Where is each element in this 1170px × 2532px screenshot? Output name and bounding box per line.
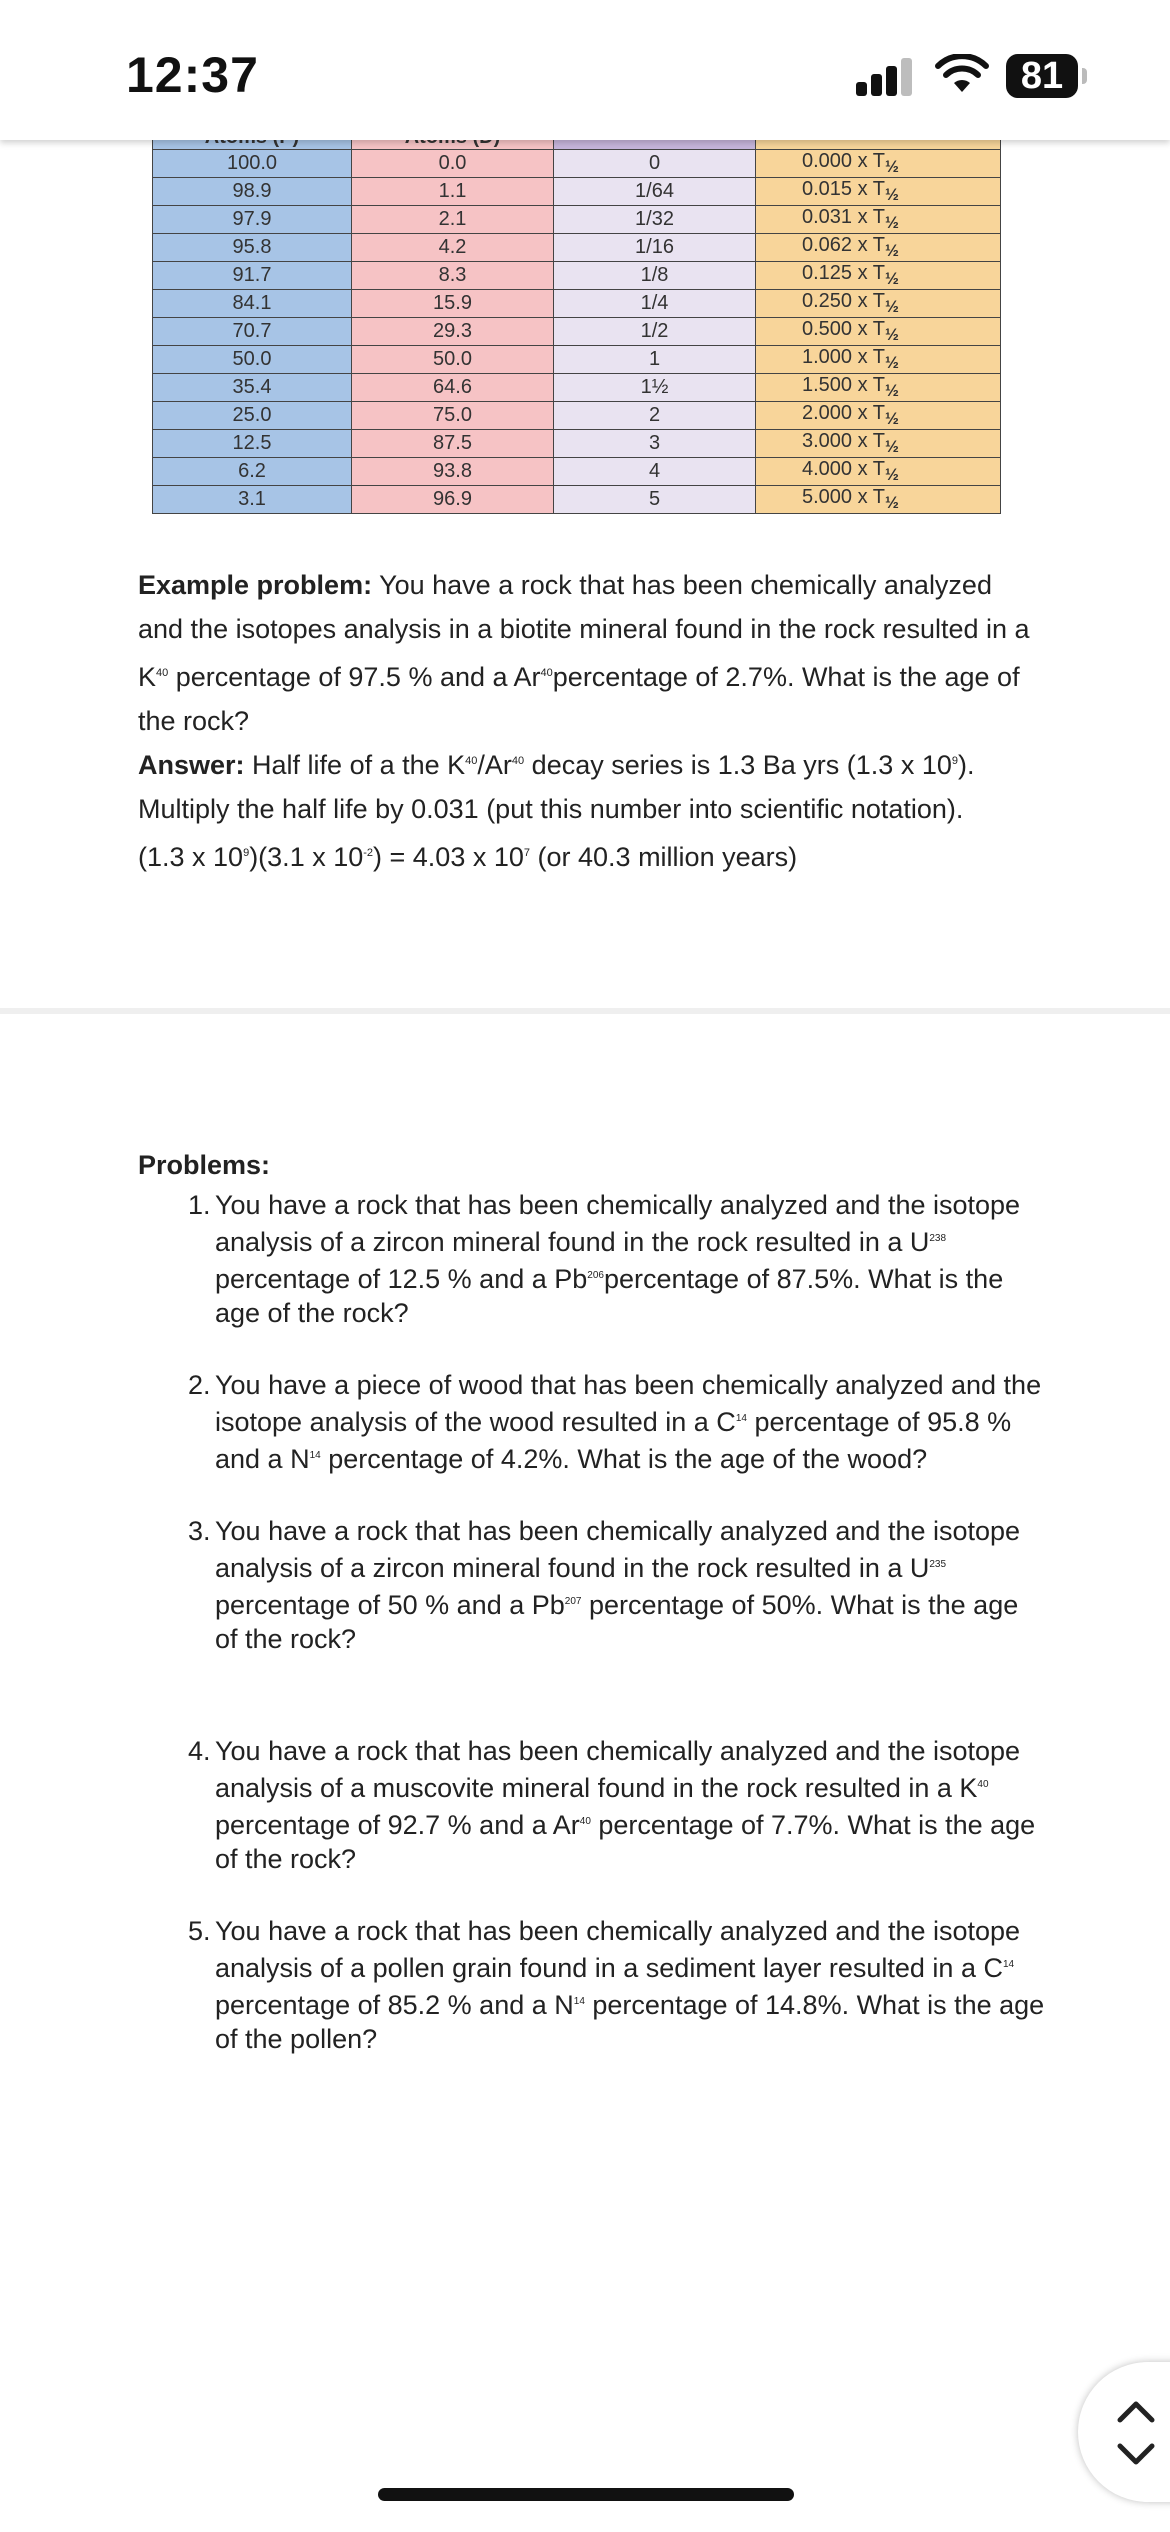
age-value: 1.000 x T [802, 346, 886, 368]
answer-block [138, 739, 1038, 879]
daughter-atoms-cell: 29.3 [352, 318, 554, 346]
example-sup-a: 40 [156, 667, 169, 679]
chevron-down-icon[interactable] [1116, 2442, 1156, 2468]
half-lives-cell: 5 [554, 486, 756, 514]
answer-label: Answer: [138, 750, 245, 780]
answer-text: Half life of a the K [244, 750, 466, 780]
problem-number: 2. [188, 1370, 211, 1400]
problem-item [188, 1368, 1048, 1476]
table-row [153, 318, 1001, 346]
parent-atoms-cell: 97.9 [153, 206, 352, 234]
problem-number: 5. [188, 1916, 211, 1946]
half-lives-cell: 1/32 [554, 206, 756, 234]
table-row [153, 178, 1001, 206]
age-cell [756, 458, 1001, 486]
parent-atoms-cell: 25.0 [153, 402, 352, 430]
problem-text-b: percentage of 50 % and a Pb [215, 1590, 565, 1620]
answer-text: /Ar [477, 750, 512, 780]
parent-atoms-cell: 84.1 [153, 290, 352, 318]
half-lives-cell: 1/4 [554, 290, 756, 318]
table-row [153, 430, 1001, 458]
problem-item [188, 1514, 1048, 1656]
answer-sup: 9 [951, 755, 958, 767]
answer-sup: 40 [465, 755, 478, 767]
half-life-table [152, 118, 1001, 514]
age-value: 0.000 x T [802, 150, 886, 172]
age-cell [756, 150, 1001, 178]
half-lives-cell: 1½ [554, 374, 756, 402]
home-indicator [378, 2488, 794, 2501]
age-value: 0.062 x T [802, 234, 886, 256]
age-value: 0.250 x T [802, 290, 886, 312]
problem-text [215, 1734, 1048, 1876]
daughter-atoms-cell: 87.5 [352, 430, 554, 458]
table-row [153, 262, 1001, 290]
age-cell [756, 486, 1001, 514]
battery-nub-icon [1082, 68, 1087, 84]
example-text-a: You have a rock that has been chemically analyzed and the isotopes analysis in a biotite mineral found in the rock resulted in a K [138, 570, 1030, 692]
problem-text [215, 1514, 1048, 1656]
daughter-atoms-cell: 96.9 [352, 486, 554, 514]
daughter-atoms-cell: 1.1 [352, 178, 554, 206]
age-value: 5.000 x T [802, 486, 886, 508]
problem-text-a: You have a rock that has been chemically analyzed and the isotope analysis of a zircon mineral found in the rock resulted in a U [215, 1190, 1021, 1257]
answer-sup: 9 [243, 847, 250, 859]
problem-text-a: You have a rock that has been chemically analyzed and the isotope analysis of a zircon mineral found in the rock resulted in a U [215, 1516, 1021, 1583]
answer-text: (1.3 x 10 [138, 842, 244, 872]
table-row [153, 458, 1001, 486]
half-subscript: ½ [885, 465, 899, 484]
age-cell [756, 318, 1001, 346]
page-nav-control [1078, 2362, 1170, 2502]
page-divider [0, 1008, 1170, 1014]
half-subscript: ½ [885, 241, 899, 260]
half-subscript: ½ [885, 157, 899, 176]
problem-number: 3. [188, 1516, 211, 1546]
half-lives-cell: 1/16 [554, 234, 756, 262]
problems-title: Problems: [138, 1150, 271, 1180]
half-lives-cell: 0 [554, 150, 756, 178]
answer-line-1 [138, 739, 1038, 787]
daughter-atoms-cell: 93.8 [352, 458, 554, 486]
problem-text-c: percentage of 4.2%. What is the age of the wood? [320, 1444, 928, 1474]
problem-text [215, 1914, 1048, 2056]
wifi-icon [935, 54, 989, 94]
age-cell [756, 262, 1001, 290]
example-label: Example problem: [138, 570, 373, 600]
problem-sup-2: 207 [564, 1596, 582, 1607]
answer-line-2: Multiply the half life by 0.031 (put this number into scientific notation). [138, 794, 964, 824]
problem-sup-2: 206 [587, 1270, 604, 1281]
parent-atoms-cell: 98.9 [153, 178, 352, 206]
half-lives-cell: 1/8 [554, 262, 756, 290]
half-subscript: ½ [885, 409, 899, 428]
age-value: 0.015 x T [802, 178, 886, 200]
example-problem [138, 563, 1038, 743]
daughter-atoms-cell: 64.6 [352, 374, 554, 402]
problem-sup-2: 14 [309, 1450, 321, 1461]
table-row [153, 234, 1001, 262]
age-value: 0.031 x T [802, 206, 886, 228]
half-lives-cell: 1/64 [554, 178, 756, 206]
example-text-c: percentage of 2.7%. What is the age of the rock? [138, 662, 1020, 736]
answer-text: ) = 4.03 x 10 [373, 842, 524, 872]
half-lives-cell: 1/2 [554, 318, 756, 346]
age-value: 2.000 x T [802, 402, 886, 424]
problem-sup-1: 238 [929, 1233, 947, 1244]
table-row [153, 486, 1001, 514]
problem-item [188, 1734, 1048, 1876]
half-subscript: ½ [885, 353, 899, 372]
problem-text-c: percentage of 14.8%. What is the age of the pollen? [215, 1990, 1045, 2054]
half-subscript: ½ [885, 381, 899, 400]
problem-sup-1: 40 [977, 1779, 989, 1790]
answer-text: )(3.1 x 10 [249, 842, 364, 872]
age-cell [756, 290, 1001, 318]
age-cell [756, 206, 1001, 234]
half-subscript: ½ [885, 437, 899, 456]
problem-sup-1: 14 [735, 1413, 747, 1424]
parent-atoms-cell: 35.4 [153, 374, 352, 402]
table-row [153, 290, 1001, 318]
parent-atoms-cell: 6.2 [153, 458, 352, 486]
half-subscript: ½ [885, 297, 899, 316]
problem-text-b: percentage of 85.2 % and a N [215, 1990, 574, 2020]
answer-text: decay series is 1.3 Ba yrs (1.3 x 10 [524, 750, 952, 780]
age-value: 1.500 x T [802, 374, 886, 396]
example-sup-b: 40 [540, 667, 553, 679]
daughter-atoms-cell: 2.1 [352, 206, 554, 234]
half-subscript: ½ [885, 325, 899, 344]
daughter-atoms-cell: 4.2 [352, 234, 554, 262]
age-cell [756, 402, 1001, 430]
parent-atoms-cell: 3.1 [153, 486, 352, 514]
parent-atoms-cell: 50.0 [153, 346, 352, 374]
daughter-atoms-cell: 50.0 [352, 346, 554, 374]
age-cell [756, 430, 1001, 458]
problem-text [215, 1188, 1048, 1330]
status-bar [0, 0, 1170, 140]
problem-item [188, 1188, 1048, 1330]
problem-sup-2: 40 [579, 1816, 591, 1827]
half-subscript: ½ [885, 185, 899, 204]
age-value: 0.500 x T [802, 318, 886, 340]
half-subscript: ½ [885, 269, 899, 288]
daughter-atoms-cell: 15.9 [352, 290, 554, 318]
answer-sup: 7 [523, 847, 531, 859]
table-row [153, 374, 1001, 402]
parent-atoms-cell: 70.7 [153, 318, 352, 346]
problem-text-b: percentage of 95.8 % and a N [215, 1407, 1012, 1474]
answer-line-3 [138, 831, 1038, 879]
answer-sup: -2 [363, 847, 374, 859]
table-row [153, 346, 1001, 374]
problem-text-c: percentage of 87.5%. What is the age of the rock? [215, 1264, 1004, 1328]
answer-sup: 40 [511, 755, 525, 767]
parent-atoms-cell: 100.0 [153, 150, 352, 178]
age-value: 0.125 x T [802, 262, 886, 284]
problem-item [188, 1914, 1048, 2056]
problem-text-c: percentage of 50%. What is the age of the rock? [215, 1590, 1019, 1654]
problem-text-b: percentage of 92.7 % and a Ar [215, 1810, 580, 1840]
problem-sup-1: 235 [929, 1559, 947, 1570]
problem-sup-2: 14 [573, 1996, 585, 2007]
age-value: 4.000 x T [802, 458, 886, 480]
cellular-signal-icon [856, 56, 916, 96]
half-subscript: ½ [885, 213, 899, 232]
daughter-atoms-cell: 0.0 [352, 150, 554, 178]
parent-atoms-cell: 91.7 [153, 262, 352, 290]
parent-atoms-cell: 95.8 [153, 234, 352, 262]
problem-number: 4. [188, 1736, 211, 1766]
daughter-atoms-cell: 8.3 [352, 262, 554, 290]
half-subscript: ½ [885, 493, 899, 512]
problem-text-b: percentage of 12.5 % and a Pb [215, 1264, 588, 1294]
chevron-up-icon[interactable] [1116, 2398, 1156, 2424]
half-lives-cell: 3 [554, 430, 756, 458]
battery-indicator: 81 [1006, 54, 1078, 98]
age-cell [756, 346, 1001, 374]
half-lives-cell: 2 [554, 402, 756, 430]
problem-text-a: You have a rock that has been chemically analyzed and the isotope analysis of a muscovite mineral found in the rock resulted in a K [215, 1736, 1021, 1803]
table-row [153, 150, 1001, 178]
problem-text-a: You have a rock that has been chemically analyzed and the isotope analysis of a pollen grain found in a sediment layer resulted in a C [215, 1916, 1021, 1983]
age-cell [756, 234, 1001, 262]
problem-number: 1. [188, 1190, 211, 1220]
answer-text: (or 40.3 million years) [530, 842, 798, 872]
age-value: 3.000 x T [802, 430, 886, 452]
age-cell [756, 374, 1001, 402]
problem-text-c: percentage of 7.7%. What is the age of the rock? [215, 1810, 1036, 1874]
parent-atoms-cell: 12.5 [153, 430, 352, 458]
daughter-atoms-cell: 75.0 [352, 402, 554, 430]
clock-time: 12:37 [126, 47, 259, 103]
age-cell [756, 178, 1001, 206]
answer-text: ). [958, 750, 975, 780]
problem-text-a: You have a piece of wood that has been chemically analyzed and the isotope analysis of the wood resulted in a C [215, 1370, 1042, 1437]
half-lives-cell: 4 [554, 458, 756, 486]
half-lives-cell: 1 [554, 346, 756, 374]
problem-sup-1: 14 [1002, 1959, 1015, 1970]
table-body [153, 150, 1001, 514]
table-row [153, 402, 1001, 430]
example-text-b: percentage of 97.5 % and a Ar [168, 662, 541, 692]
problem-text [215, 1368, 1048, 1476]
table-row [153, 206, 1001, 234]
